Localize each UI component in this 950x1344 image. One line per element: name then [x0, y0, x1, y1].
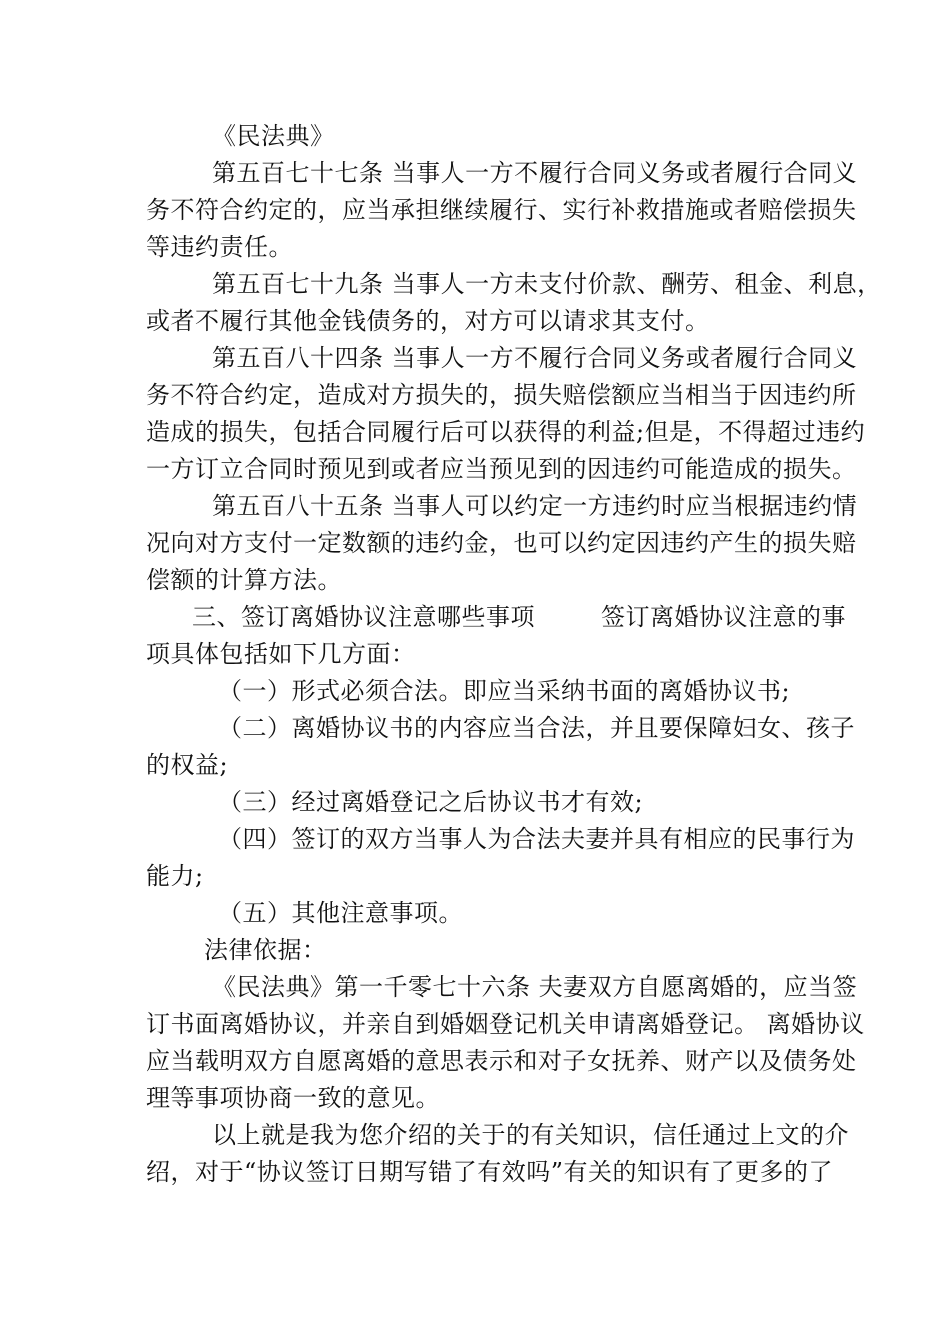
item-three-line: （三）经过离婚登记之后协议书才有效;: [218, 788, 644, 816]
article-1076-line-1: 《民法典》第一千零七十六条 夫妻双方自愿离婚的，应当签: [212, 973, 858, 1001]
closing-line-2: 绍，对于“协议签订日期写错了有效吗”有关的知识有了更多的了: [146, 1158, 834, 1186]
item-five-line: （五）其他注意事项。: [218, 899, 463, 927]
section-three-intro: 签订离婚协议注意的事: [601, 603, 846, 631]
article-584-line-1: 第五百八十四条 当事人一方不履行合同义务或者履行合同义: [212, 344, 858, 372]
section-three-line-2: 项具体包括如下几方面：: [146, 640, 416, 668]
article-1076-line-2: 订书面离婚协议，并亲自到婚姻登记机关申请离婚登记。 离婚协议: [146, 1010, 865, 1038]
article-577-line-2: 务不符合约定的，应当承担继续履行、实行补救措施或者赔偿损失: [146, 196, 857, 224]
item-two-line-1: （二）离婚协议书的内容应当合法，并且要保障妇女、孩子: [218, 714, 855, 742]
article-584-line-2: 务不符合约定，造成对方损失的，损失赔偿额应当相当于因违约所: [146, 381, 857, 409]
section-three-line-1: [146, 599, 846, 636]
article-1076-line-3: 应当载明双方自愿离婚的意思表示和对子女抚养、财产以及债务处: [146, 1047, 857, 1075]
article-579-line-1: 第五百七十九条 当事人一方未支付价款、酬劳、租金、利息，: [212, 270, 882, 298]
article-585-line-3: 偿额的计算方法。: [146, 566, 342, 594]
document-body: [146, 118, 882, 1191]
article-579-line-2: 或者不履行其他金钱债务的，对方可以请求其支付。: [146, 307, 710, 335]
article-577-line-3: 等违约责任。: [146, 233, 293, 261]
source-title-line: 《民法典》: [212, 122, 335, 150]
article-584-line-4: 一方订立合同时预见到或者应当预见到的因违约可能造成的损失。: [146, 455, 857, 483]
section-three-heading: 三、签订离婚协议注意哪些事项: [192, 603, 535, 631]
item-one-line: （一）形式必须合法。即应当采纳书面的离婚协议书;: [218, 677, 791, 705]
item-two-line-2: 的权益;: [146, 751, 229, 779]
article-1076-line-4: 理等事项协商一致的意见。: [146, 1084, 440, 1112]
item-four-line-2: 能力;: [146, 862, 204, 890]
article-584-line-3: 造成的损失，包括合同履行后可以获得的利益;但是，不得超过违约: [146, 418, 866, 446]
closing-line-1: 以上就是我为您介绍的关于的有关知识，信任通过上文的介: [212, 1121, 849, 1149]
item-four-line-1: （四）签订的双方当事人为合法夫妻并具有相应的民事行为: [218, 825, 855, 853]
legal-basis-heading: 法律依据：: [204, 936, 327, 964]
article-585-line-1: 第五百八十五条 当事人可以约定一方违约时应当根据违约情: [212, 492, 858, 520]
article-577-line-1: 第五百七十七条 当事人一方不履行合同义务或者履行合同义: [212, 159, 858, 187]
article-585-line-2: 况向对方支付一定数额的违约金，也可以约定因违约产生的损失赔: [146, 529, 857, 557]
